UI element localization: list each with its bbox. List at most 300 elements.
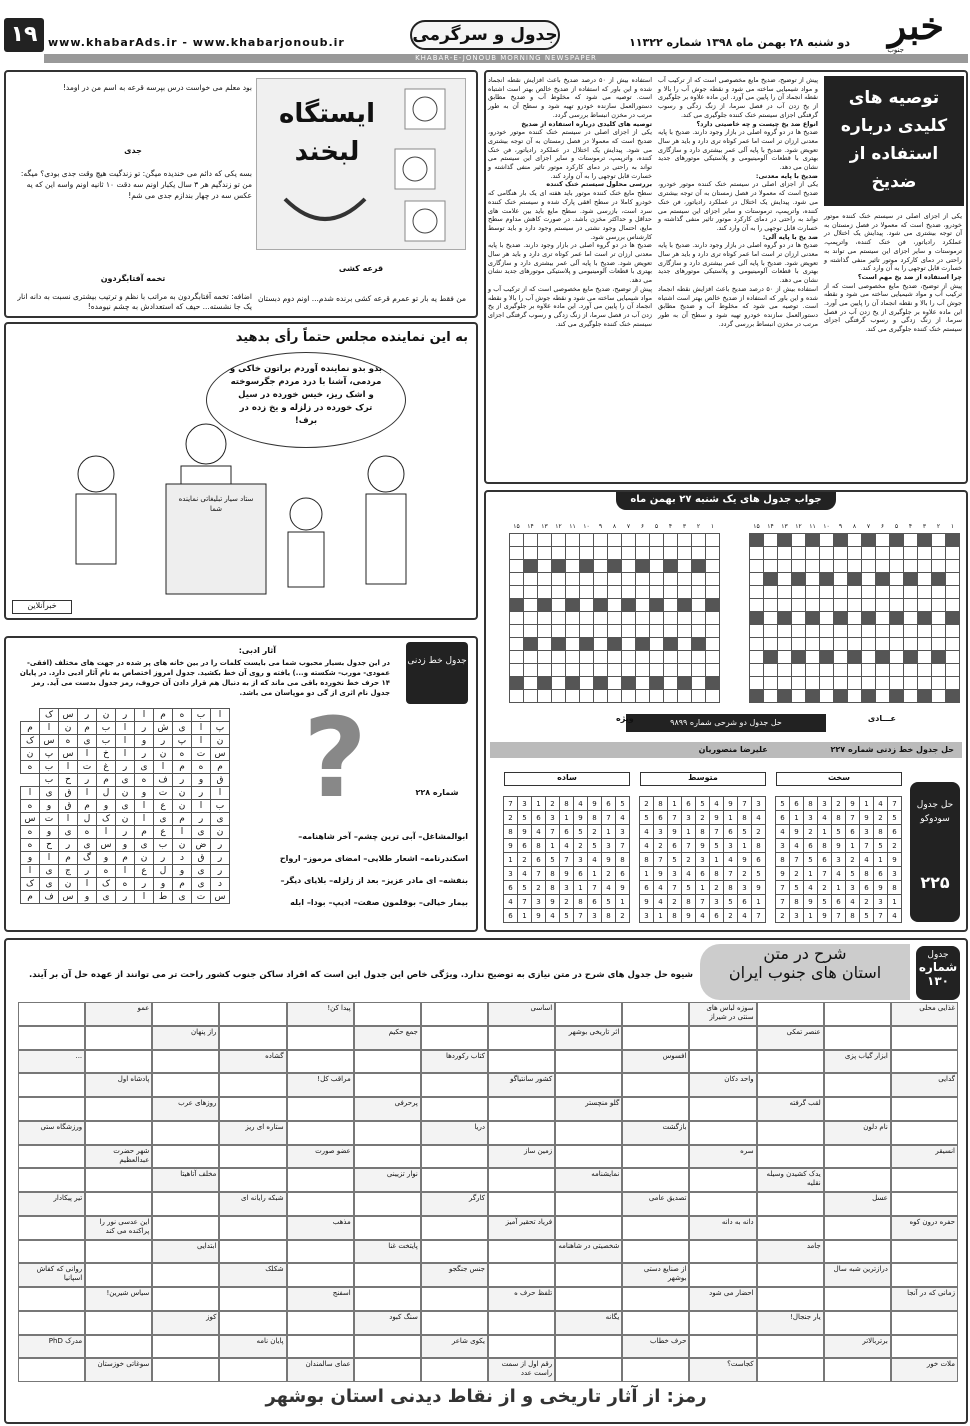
crossword-answer-cell[interactable] — [18, 1168, 85, 1192]
wordsearch-cell[interactable]: ی — [135, 839, 154, 852]
crossword-clue-cell[interactable]: اساسی — [488, 1002, 555, 1026]
wordsearch-cell[interactable]: پ — [40, 748, 59, 761]
wordsearch-cell[interactable]: ک — [21, 878, 40, 891]
wordsearch-cell[interactable]: و — [40, 826, 59, 839]
crossword-answer-cell[interactable] — [757, 1145, 824, 1169]
crossword-clue-cell[interactable]: سره — [689, 1145, 756, 1169]
crossword-answer-cell[interactable] — [891, 1050, 958, 1074]
crossword-answer-cell[interactable] — [555, 1145, 622, 1169]
wordsearch-cell[interactable]: ه — [173, 748, 192, 761]
crossword-clue-cell[interactable]: دانه به دانه — [689, 1216, 756, 1240]
wordsearch-cell[interactable]: ی — [192, 878, 211, 891]
crossword-answer-cell[interactable] — [219, 1358, 286, 1382]
crossword-answer-cell[interactable] — [622, 1358, 689, 1382]
wordsearch-cell[interactable]: ر — [135, 878, 154, 891]
wordsearch-cell[interactable]: ا — [192, 722, 211, 735]
crossword-answer-cell[interactable] — [85, 1168, 152, 1192]
crossword-clue-cell[interactable]: جنس جنگجو — [421, 1263, 488, 1287]
wordsearch-cell[interactable]: ع — [154, 800, 173, 813]
crossword-answer-cell[interactable] — [555, 1121, 622, 1145]
crossword-answer-cell[interactable] — [488, 1026, 555, 1050]
crossword-clue-cell[interactable]: فریاد تحقیر آمیز — [488, 1216, 555, 1240]
wordsearch-cell[interactable]: ا — [59, 761, 78, 774]
crossword-answer-cell[interactable] — [757, 1358, 824, 1382]
crossword-answer-cell[interactable] — [219, 1216, 286, 1240]
crossword-answer-cell[interactable] — [85, 1335, 152, 1359]
crossword-clue-cell[interactable]: نوار تزیینی — [354, 1168, 421, 1192]
crossword-answer-cell[interactable] — [555, 1335, 622, 1359]
crossword-clue-cell[interactable]: جامد — [757, 1240, 824, 1264]
crossword-clue-cell[interactable]: کجاست؟ — [689, 1358, 756, 1382]
crossword-clue-cell[interactable]: عمو — [85, 1002, 152, 1026]
wordsearch-cell[interactable]: ن — [173, 787, 192, 800]
wordsearch-cell[interactable]: ل — [154, 865, 173, 878]
wordsearch-cell[interactable]: ش — [154, 722, 173, 735]
wordsearch-cell[interactable]: ج — [59, 865, 78, 878]
wordsearch-cell[interactable]: ت — [40, 813, 59, 826]
crossword-answer-cell[interactable] — [555, 1073, 622, 1097]
crossword-answer-cell[interactable] — [891, 1026, 958, 1050]
wordsearch-cell[interactable]: ن — [21, 748, 40, 761]
crossword-answer-cell[interactable] — [421, 1240, 488, 1264]
wordsearch-cell[interactable]: ا — [40, 852, 59, 865]
wordsearch-cell[interactable]: ی — [192, 826, 211, 839]
wordsearch-cell[interactable]: د — [173, 852, 192, 865]
crossword-answer-cell[interactable] — [622, 1216, 689, 1240]
crossword-answer-cell[interactable] — [354, 1263, 421, 1287]
crossword-answer-cell[interactable] — [421, 1311, 488, 1335]
crossword-clue-cell[interactable]: تصدیق عامی — [622, 1192, 689, 1216]
wordsearch-cell[interactable]: ه — [192, 761, 211, 774]
wordsearch-cell[interactable]: ا — [116, 865, 135, 878]
wordsearch-cell[interactable]: ت — [192, 891, 211, 904]
wordsearch-cell[interactable]: س — [59, 891, 78, 904]
wordsearch-cell[interactable]: و — [173, 865, 192, 878]
crossword-clue-cell[interactable]: یدک کشیدن وسیله نقلیه — [757, 1168, 824, 1192]
crossword-answer-cell[interactable] — [555, 1002, 622, 1026]
crossword-clue-cell[interactable]: سوغاتی خوزستان — [85, 1358, 152, 1382]
wordsearch-cell[interactable]: و — [192, 774, 211, 787]
crossword-clue-cell[interactable]: گشاده — [219, 1050, 286, 1074]
wordsearch-cell[interactable]: ه — [135, 774, 154, 787]
crossword-answer-cell[interactable] — [219, 1311, 286, 1335]
wordsearch-cell[interactable]: ا — [97, 826, 116, 839]
crossword-answer-cell[interactable] — [824, 1097, 891, 1121]
wordsearch-cell[interactable]: ب — [97, 722, 116, 735]
crossword-answer-cell[interactable] — [891, 1097, 958, 1121]
crossword-answer-cell[interactable] — [18, 1073, 85, 1097]
wordsearch-cell[interactable]: ر — [192, 813, 211, 826]
wordsearch-cell[interactable]: ه — [21, 839, 40, 852]
crossword-answer-cell[interactable] — [85, 1026, 152, 1050]
crossword-clue-cell[interactable]: شکلک — [219, 1263, 286, 1287]
wordsearch-cell[interactable]: ی — [59, 826, 78, 839]
wordsearch-cell[interactable]: ا — [154, 761, 173, 774]
wordsearch-cell[interactable]: ا — [116, 748, 135, 761]
crossword-answer-cell[interactable] — [152, 1121, 219, 1145]
crossword-answer-cell[interactable] — [152, 1050, 219, 1074]
crossword-answer-cell[interactable] — [622, 1026, 689, 1050]
wordsearch-cell[interactable]: ی — [78, 839, 97, 852]
wordsearch-cell[interactable]: ی — [192, 865, 211, 878]
wordsearch-cell[interactable]: و — [40, 800, 59, 813]
wordsearch-cell[interactable]: ه — [21, 761, 40, 774]
crossword-answer-cell[interactable] — [488, 1050, 555, 1074]
crossword-answer-cell[interactable] — [354, 1121, 421, 1145]
crossword-clue-cell[interactable]: لقب گرفته — [757, 1097, 824, 1121]
crossword-answer-cell[interactable] — [287, 1121, 354, 1145]
crossword-answer-cell[interactable] — [757, 1073, 824, 1097]
crossword-answer-cell[interactable] — [488, 1263, 555, 1287]
wordsearch-cell[interactable]: و — [135, 787, 154, 800]
crossword-answer-cell[interactable] — [152, 1192, 219, 1216]
crossword-answer-cell[interactable] — [354, 1335, 421, 1359]
crossword-answer-cell[interactable] — [287, 1335, 354, 1359]
wordsearch-cell[interactable]: س — [211, 891, 230, 904]
crossword-answer-cell[interactable] — [354, 1216, 421, 1240]
crossword-answer-cell[interactable] — [287, 1026, 354, 1050]
wordsearch-cell[interactable]: ی — [40, 865, 59, 878]
wordsearch-cell[interactable]: س — [59, 709, 78, 722]
wordsearch-cell[interactable]: ل — [78, 813, 97, 826]
wordsearch-cell[interactable]: ر — [78, 865, 97, 878]
crossword-answer-cell[interactable] — [689, 1050, 756, 1074]
wordsearch-cell[interactable]: ر — [211, 839, 230, 852]
crossword-answer-cell[interactable] — [287, 1192, 354, 1216]
crossword-answer-cell[interactable] — [622, 1073, 689, 1097]
crossword-answer-cell[interactable] — [85, 1192, 152, 1216]
crossword-clue-cell[interactable]: گدایی — [891, 1073, 958, 1097]
wordsearch-cell[interactable]: ف — [154, 774, 173, 787]
crossword-answer-cell[interactable] — [287, 1263, 354, 1287]
wordsearch-cell[interactable]: م — [173, 813, 192, 826]
crossword-answer-cell[interactable] — [287, 1097, 354, 1121]
wordsearch-cell[interactable]: ر — [211, 852, 230, 865]
wordsearch-cell[interactable]: ی — [116, 774, 135, 787]
wordsearch-cell[interactable]: ن — [154, 748, 173, 761]
wordsearch-cell[interactable]: م — [59, 852, 78, 865]
wordsearch-cell[interactable]: ت — [78, 761, 97, 774]
wordsearch-cell[interactable]: ی — [97, 891, 116, 904]
wordsearch-cell[interactable]: ن — [135, 852, 154, 865]
crossword-answer-cell[interactable] — [824, 1358, 891, 1382]
wordsearch-cell[interactable]: و — [116, 839, 135, 852]
crossword-answer-cell[interactable] — [824, 1240, 891, 1264]
crossword-clue-cell[interactable]: ورزشگاه ستی — [18, 1121, 85, 1145]
crossword-answer-cell[interactable] — [689, 1263, 756, 1287]
crossword-answer-cell[interactable] — [757, 1216, 824, 1240]
crossword-answer-cell[interactable] — [757, 1287, 824, 1311]
wordsearch-cell[interactable]: پ — [211, 722, 230, 735]
crossword-answer-cell[interactable] — [421, 1002, 488, 1026]
wordsearch-cell[interactable]: ه — [21, 800, 40, 813]
wordsearch-cell[interactable]: ا — [40, 722, 59, 735]
crossword-clue-cell[interactable]: مدرک PhD — [18, 1335, 85, 1359]
crossword-clue-cell[interactable]: کوز — [152, 1311, 219, 1335]
crossword-answer-cell[interactable] — [219, 1026, 286, 1050]
crossword-answer-cell[interactable] — [689, 1335, 756, 1359]
wordsearch-cell[interactable]: ب — [97, 735, 116, 748]
crossword-clue-cell[interactable]: انسیقر — [891, 1145, 958, 1169]
wordsearch-cell[interactable]: ن — [173, 800, 192, 813]
crossword-answer-cell[interactable] — [18, 1358, 85, 1382]
wordsearch-cell[interactable]: ن — [116, 813, 135, 826]
wordsearch-cell[interactable]: س — [40, 735, 59, 748]
wordsearch-cell[interactable]: ر — [154, 852, 173, 865]
wordsearch-cell[interactable]: ق — [192, 852, 211, 865]
wordsearch-cell[interactable]: م — [21, 891, 40, 904]
wordsearch-cell[interactable]: ق — [211, 774, 230, 787]
crossword-clue-cell[interactable]: مخلف آتاهیتا — [152, 1168, 219, 1192]
crossword-clue-cell[interactable]: ابزار گیاب پزی — [824, 1050, 891, 1074]
crossword-answer-cell[interactable] — [622, 1287, 689, 1311]
crossword-answer-cell[interactable] — [757, 1002, 824, 1026]
crossword-answer-cell[interactable] — [555, 1358, 622, 1382]
crossword-answer-cell[interactable] — [287, 1240, 354, 1264]
wordsearch-cell[interactable]: ا — [78, 748, 97, 761]
crossword-clue-cell[interactable]: یگانه — [555, 1311, 622, 1335]
crossword-clue-cell[interactable]: افسوس — [622, 1050, 689, 1074]
crossword-answer-cell[interactable] — [421, 1097, 488, 1121]
crossword-clue-cell[interactable]: از صنایع دستی بوشهر — [622, 1263, 689, 1287]
crossword-answer-cell[interactable] — [152, 1002, 219, 1026]
wordsearch-cell[interactable]: ا — [78, 878, 97, 891]
crossword-clue-cell[interactable]: تلفظ حرف ه — [488, 1287, 555, 1311]
crossword-clue-cell[interactable]: پادشاه اول — [85, 1073, 152, 1097]
crossword-answer-cell[interactable] — [18, 1145, 85, 1169]
wordsearch-cell[interactable]: ا — [192, 735, 211, 748]
wordsearch-cell[interactable]: ی — [173, 891, 192, 904]
crossword-clue-cell[interactable]: پایان نامه — [219, 1335, 286, 1359]
crossword-clue-cell[interactable]: دریا — [421, 1121, 488, 1145]
wordsearch-cell[interactable]: ی — [116, 800, 135, 813]
crossword-answer-cell[interactable] — [757, 1263, 824, 1287]
crossword-answer-cell[interactable] — [891, 1168, 958, 1192]
crossword-clue-cell[interactable]: سیاس شیرین! — [85, 1287, 152, 1311]
crossword-clue-cell[interactable]: بازگشت — [622, 1121, 689, 1145]
crossword-answer-cell[interactable] — [354, 1002, 421, 1026]
wordsearch-cell[interactable]: گ — [78, 852, 97, 865]
crossword-answer-cell[interactable] — [18, 1311, 85, 1335]
crossword-answer-cell[interactable] — [85, 1240, 152, 1264]
wordsearch-cell[interactable]: و — [135, 735, 154, 748]
crossword-answer-cell[interactable] — [354, 1073, 421, 1097]
wordsearch-cell[interactable]: ر — [135, 722, 154, 735]
crossword-answer-cell[interactable] — [488, 1311, 555, 1335]
crossword-answer-cell[interactable] — [421, 1287, 488, 1311]
crossword-answer-cell[interactable] — [18, 1026, 85, 1050]
crossword-answer-cell[interactable] — [421, 1026, 488, 1050]
crossword-clue-cell[interactable]: احضار می شود — [689, 1287, 756, 1311]
wordsearch-cell[interactable]: ا — [211, 787, 230, 800]
crossword-clue-cell[interactable]: کشور سانتیاگو — [488, 1073, 555, 1097]
wordsearch-cell[interactable]: ض — [192, 839, 211, 852]
crossword-answer-cell[interactable] — [354, 1287, 421, 1311]
wordsearch-cell[interactable]: م — [211, 761, 230, 774]
crossword-answer-cell[interactable] — [824, 1311, 891, 1335]
wordsearch-cell[interactable]: ع — [135, 865, 154, 878]
wordsearch-cell[interactable]: ی — [154, 813, 173, 826]
wordsearch-cell[interactable]: ک — [40, 709, 59, 722]
crossword-answer-cell[interactable] — [421, 1216, 488, 1240]
crossword-answer-cell[interactable] — [824, 1287, 891, 1311]
wordsearch-cell[interactable]: ب — [40, 761, 59, 774]
wordsearch-cell[interactable]: س — [59, 748, 78, 761]
crossword-answer-cell[interactable] — [488, 1121, 555, 1145]
crossword-answer-cell[interactable] — [18, 1240, 85, 1264]
crossword-clue-cell[interactable]: واحد دکان — [689, 1073, 756, 1097]
wordsearch-cell[interactable]: ی — [40, 787, 59, 800]
crossword-answer-cell[interactable] — [18, 1287, 85, 1311]
crossword-answer-cell[interactable] — [219, 1097, 286, 1121]
wordsearch-cell[interactable]: ی — [40, 878, 59, 891]
wordsearch-cell[interactable]: م — [135, 826, 154, 839]
crossword-clue-cell[interactable]: روانی که کفاش اسپانیا — [18, 1263, 85, 1287]
crossword-answer-cell[interactable] — [824, 1002, 891, 1026]
wordsearch-cell[interactable]: ط — [154, 891, 173, 904]
crossword-clue-cell[interactable]: حفره درون کوه — [891, 1216, 958, 1240]
crossword-clue-cell[interactable]: حرف خطاب — [622, 1335, 689, 1359]
crossword-clue-cell[interactable]: عضو صورت — [287, 1145, 354, 1169]
crossword-clue-cell[interactable]: پیدا کن! — [287, 1002, 354, 1026]
wordsearch-cell[interactable]: ی — [173, 722, 192, 735]
wordsearch-cell[interactable]: ا — [135, 800, 154, 813]
wordsearch-cell[interactable]: ر — [211, 865, 230, 878]
crossword-clue-cell[interactable]: شخصیتی در شاهنامه — [555, 1240, 622, 1264]
crossword-clue-cell[interactable]: عنصر تمکی — [757, 1026, 824, 1050]
wordsearch-cell[interactable]: ا — [192, 800, 211, 813]
wordsearch-cell[interactable]: ا — [211, 709, 230, 722]
crossword-clue-cell[interactable]: گلو منچستر — [555, 1097, 622, 1121]
crossword-clue-cell[interactable]: کارگر — [421, 1192, 488, 1216]
crossword-answer-cell[interactable] — [622, 1168, 689, 1192]
wordsearch-cell[interactable]: ی — [78, 735, 97, 748]
wordsearch-cell[interactable]: ا — [116, 735, 135, 748]
wordsearch-cell[interactable]: ن — [211, 826, 230, 839]
crossword-answer-cell[interactable] — [354, 1050, 421, 1074]
crossword-answer-cell[interactable] — [891, 1335, 958, 1359]
wordsearch-cell[interactable]: ن — [116, 787, 135, 800]
crossword-answer-cell[interactable] — [824, 1216, 891, 1240]
wordsearch-cell[interactable]: و — [78, 891, 97, 904]
crossword-clue-cell[interactable]: مراقب کل! — [287, 1073, 354, 1097]
wordsearch-cell[interactable]: م — [116, 852, 135, 865]
crossword-answer-cell[interactable] — [555, 1263, 622, 1287]
crossword-answer-cell[interactable] — [488, 1097, 555, 1121]
wordsearch-cell[interactable]: ب — [211, 800, 230, 813]
wordsearch-cell[interactable]: ح — [59, 774, 78, 787]
wordsearch-cell[interactable]: م — [173, 878, 192, 891]
wordsearch-cell[interactable]: ا — [21, 865, 40, 878]
wordsearch-cell[interactable]: ر — [116, 826, 135, 839]
crossword-clue-cell[interactable]: سنگ کبود — [354, 1311, 421, 1335]
crossword-answer-cell[interactable] — [757, 1121, 824, 1145]
crossword-answer-cell[interactable] — [18, 1002, 85, 1026]
crossword-answer-cell[interactable] — [219, 1073, 286, 1097]
wordsearch-cell[interactable]: س — [21, 813, 40, 826]
crossword-clue-cell[interactable]: اثر تاریخی بوشهر — [555, 1026, 622, 1050]
wordsearch-cell[interactable]: ف — [40, 891, 59, 904]
wordsearch-cell[interactable]: پ — [173, 735, 192, 748]
crossword-clue-cell[interactable]: نام دلون — [824, 1121, 891, 1145]
wordsearch-cell[interactable]: ن — [97, 709, 116, 722]
crossword-clue-cell[interactable]: پایتخت غنا — [354, 1240, 421, 1264]
crossword-answer-cell[interactable] — [287, 1311, 354, 1335]
crossword-clue-cell[interactable]: کتاب رکوردها — [421, 1050, 488, 1074]
wordsearch-cell[interactable]: غ — [97, 761, 116, 774]
crossword-answer-cell[interactable] — [85, 1050, 152, 1074]
wordsearch-cell[interactable]: و — [21, 852, 40, 865]
wordsearch-cell[interactable]: ک — [21, 735, 40, 748]
wordsearch-cell[interactable]: م — [78, 800, 97, 813]
crossword-clue-cell[interactable]: زمین ساز — [488, 1145, 555, 1169]
crossword-answer-cell[interactable] — [689, 1026, 756, 1050]
wordsearch-cell[interactable]: ح — [40, 839, 59, 852]
wordsearch-cell[interactable]: ر — [173, 774, 192, 787]
wordsearch-cell[interactable]: ر — [135, 748, 154, 761]
wordsearch-cell[interactable]: ل — [97, 787, 116, 800]
crossword-clue-cell[interactable]: شهر حضرت عبدالعظیم — [85, 1145, 152, 1169]
wordsearch-cell[interactable]: ی — [135, 761, 154, 774]
wordsearch-cell[interactable]: ک — [97, 878, 116, 891]
crossword-answer-cell[interactable] — [622, 1002, 689, 1026]
crossword-answer-cell[interactable] — [622, 1240, 689, 1264]
wordsearch-cell[interactable]: ر — [116, 761, 135, 774]
crossword-answer-cell[interactable] — [152, 1263, 219, 1287]
crossword-answer-cell[interactable] — [85, 1121, 152, 1145]
crossword-answer-cell[interactable] — [689, 1121, 756, 1145]
crossword-answer-cell[interactable] — [152, 1145, 219, 1169]
wordsearch-cell[interactable]: ا — [21, 787, 40, 800]
wordsearch-cell[interactable]: ت — [192, 748, 211, 761]
wordsearch-cell[interactable]: ه — [21, 826, 40, 839]
wordsearch-cell[interactable]: ه — [78, 826, 97, 839]
crossword-answer-cell[interactable] — [219, 1145, 286, 1169]
wordsearch-cell[interactable]: ر — [59, 839, 78, 852]
crossword-answer-cell[interactable] — [622, 1311, 689, 1335]
wordsearch-cell[interactable]: م — [154, 709, 173, 722]
wordsearch-cell[interactable]: ه — [59, 735, 78, 748]
wordsearch-cell[interactable]: ا — [59, 813, 78, 826]
crossword-answer-cell[interactable] — [891, 1192, 958, 1216]
wordsearch-cell[interactable]: ه — [116, 878, 135, 891]
crossword-clue-cell[interactable]: پرحرفی — [354, 1097, 421, 1121]
wordsearch-cell[interactable]: س — [211, 748, 230, 761]
crossword-answer-cell[interactable] — [891, 1263, 958, 1287]
crossword-answer-cell[interactable] — [757, 1050, 824, 1074]
wordsearch-cell[interactable]: ا — [135, 709, 154, 722]
crossword-answer-cell[interactable] — [555, 1050, 622, 1074]
crossword-answer-cell[interactable] — [891, 1240, 958, 1264]
crossword-clue-cell[interactable]: ملات خور — [891, 1358, 958, 1382]
crossword-answer-cell[interactable] — [757, 1192, 824, 1216]
crossword-answer-cell[interactable] — [757, 1335, 824, 1359]
crossword-clue-cell[interactable]: جمع حکیم — [354, 1026, 421, 1050]
crossword-clue-cell[interactable]: تیر پیکادار — [18, 1192, 85, 1216]
crossword-answer-cell[interactable] — [488, 1240, 555, 1264]
crossword-answer-cell[interactable] — [85, 1311, 152, 1335]
crossword-clue-cell[interactable]: عسل — [824, 1192, 891, 1216]
crossword-clue-cell[interactable]: ابتدایی — [152, 1240, 219, 1264]
crossword-answer-cell[interactable] — [891, 1311, 958, 1335]
crossword-answer-cell[interactable] — [287, 1050, 354, 1074]
crossword-clue-cell[interactable]: ستاره ای ریز — [219, 1121, 286, 1145]
websites[interactable]: www.khabarAds.ir - www.khabarjonoub.ir — [48, 36, 345, 49]
crossword-answer-cell[interactable] — [824, 1168, 891, 1192]
wordsearch-cell[interactable]: م — [21, 722, 40, 735]
wordsearch-cell[interactable]: ه — [173, 709, 192, 722]
crossword-grid[interactable] — [18, 1002, 958, 1382]
